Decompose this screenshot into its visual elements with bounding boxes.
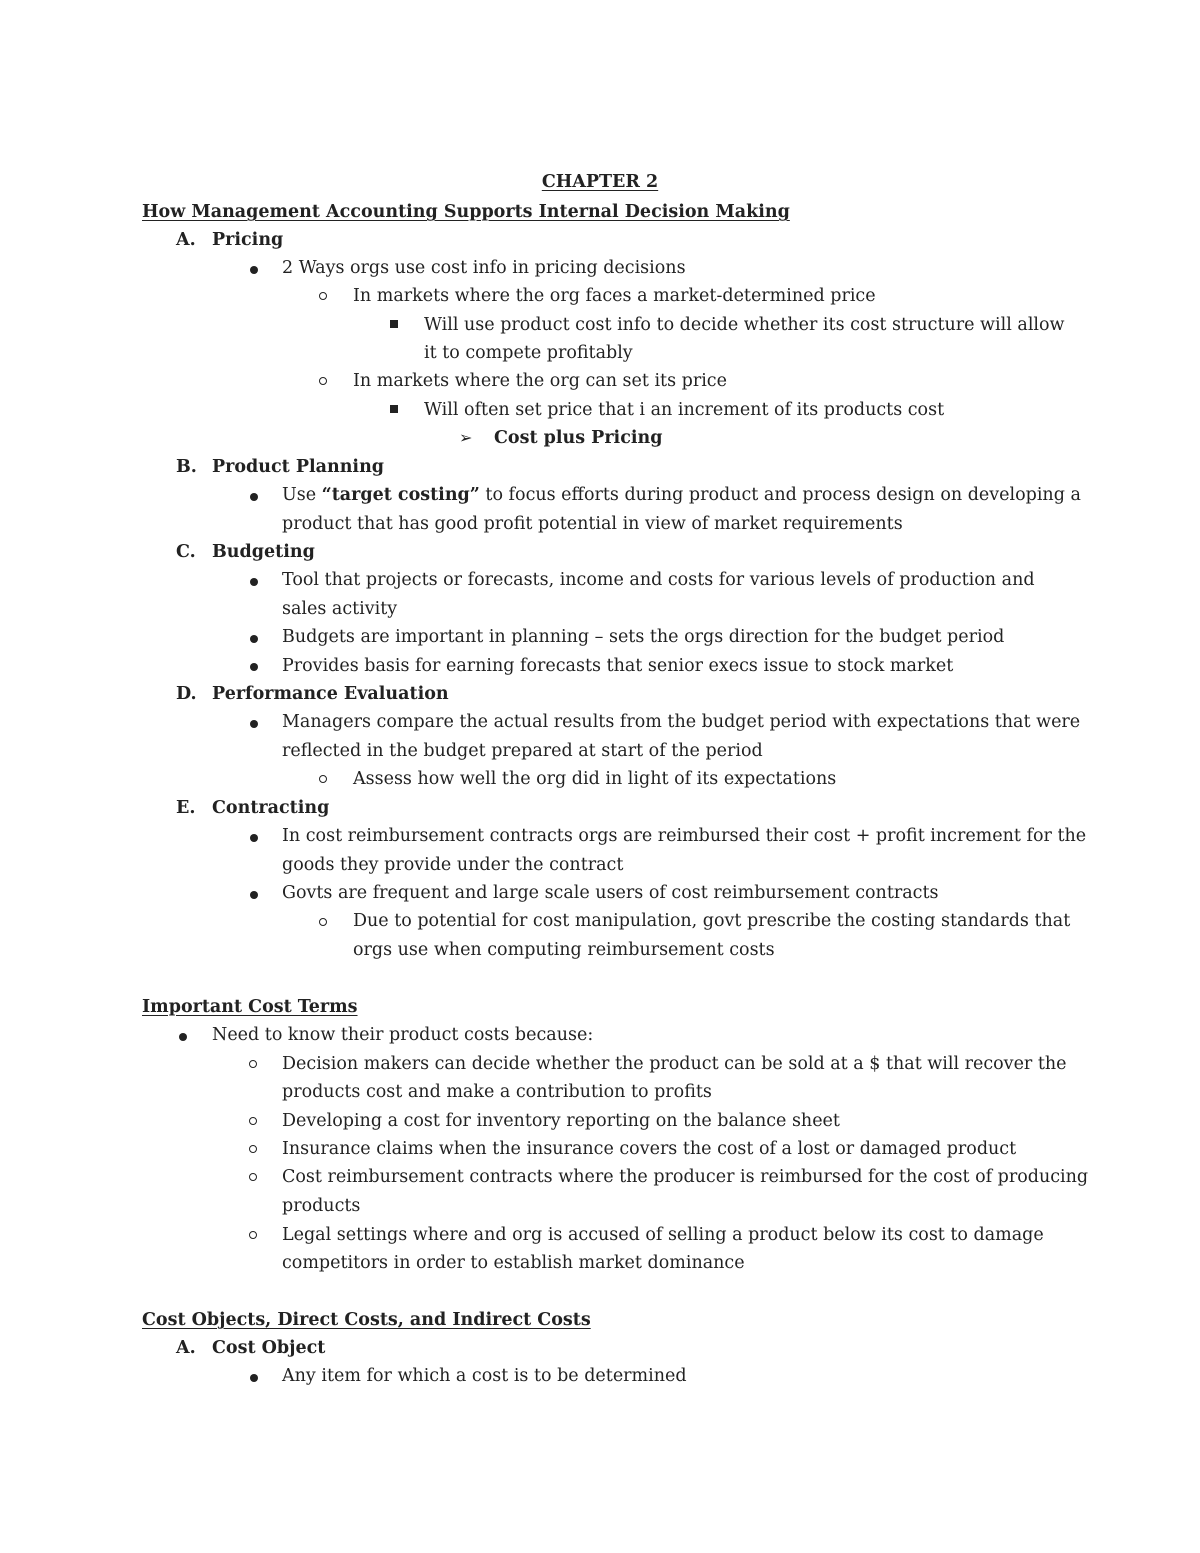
list-item: In cost reimbursement contracts orgs are reimbursed their cost + profit increment for the <box>282 826 1087 846</box>
bullet-circle-icon <box>249 1231 257 1239</box>
heading-product-planning: Product Planning <box>212 457 385 477</box>
chapter-title: CHAPTER 2 <box>541 172 659 192</box>
list-item-continuation: reflected in the budget prepared at start of the period <box>282 741 763 761</box>
list-item: In markets where the org can set its price <box>353 371 727 391</box>
text-run: Use <box>282 485 322 505</box>
bullet-disc-icon <box>250 663 258 671</box>
list-item-continuation: orgs use when computing reimbursement costs <box>353 940 775 960</box>
bullet-square-icon <box>390 405 398 413</box>
list-item: Will often set price that i an increment of its products cost <box>424 400 945 420</box>
list-item-continuation: sales activity <box>282 599 398 619</box>
section-title-management-accounting: How Management Accounting Supports Internal Decision Making <box>142 202 790 222</box>
list-item: Insurance claims when the insurance covers the cost of a lost or damaged product <box>282 1139 1017 1159</box>
bullet-disc-icon <box>250 493 258 501</box>
bullet-disc-icon <box>250 1374 258 1382</box>
list-item: Decision makers can decide whether the product can be sold at a $ that will recover the <box>282 1054 1067 1074</box>
list-label-b: B. <box>176 457 197 477</box>
bold-term-target-costing: “target costing” <box>321 485 480 505</box>
list-item: Any item for which a cost is to be determined <box>282 1366 687 1386</box>
list-item: Govts are frequent and large scale users of cost reimbursement contracts <box>282 883 939 903</box>
list-item: Developing a cost for inventory reporting on the balance sheet <box>282 1111 840 1131</box>
heading-performance-evaluation: Performance Evaluation <box>212 684 449 704</box>
list-item-continuation: it to compete profitably <box>424 343 633 363</box>
list-item-continuation: product that has good profit potential in view of market requirements <box>282 514 903 534</box>
bullet-disc-icon <box>250 266 258 274</box>
bullet-circle-icon <box>319 377 327 385</box>
list-item: Managers compare the actual results from the budget period with expectations that were <box>282 712 1081 732</box>
list-item <box>282 481 1081 510</box>
bullet-disc-icon <box>250 635 258 643</box>
arrowhead-bullet-icon: ➢ <box>459 428 473 447</box>
list-item: Will use product cost info to decide whether its cost structure will allow <box>424 315 1065 335</box>
bullet-disc-icon <box>250 578 258 586</box>
heading-cost-object: Cost Object <box>212 1338 326 1358</box>
list-item-continuation: products <box>282 1196 361 1216</box>
bullet-circle-icon <box>319 918 327 926</box>
list-item: Budgets are important in planning – sets the orgs direction for the budget period <box>282 627 1005 647</box>
bullet-square-icon <box>390 320 398 328</box>
list-label-c: C. <box>176 542 196 562</box>
list-item: Cost reimbursement contracts where the producer is reimbursed for the cost of producing <box>282 1167 1089 1187</box>
heading-pricing: Pricing <box>212 230 284 250</box>
list-item: Assess how well the org did in light of its expectations <box>353 769 837 789</box>
list-label-a: A. <box>176 1338 196 1358</box>
bullet-circle-icon <box>249 1173 257 1181</box>
heading-budgeting: Budgeting <box>212 542 315 562</box>
list-label-e: E. <box>176 798 196 818</box>
bullet-circle-icon <box>249 1060 257 1068</box>
list-item: Due to potential for cost manipulation, govt prescribe the costing standards that <box>353 911 1071 931</box>
bullet-circle-icon <box>249 1117 257 1125</box>
bullet-disc-icon <box>250 834 258 842</box>
section-title-cost-objects: Cost Objects, Direct Costs, and Indirect Costs <box>142 1310 591 1330</box>
bullet-circle-icon <box>319 292 327 300</box>
list-item-continuation: goods they provide under the contract <box>282 855 624 875</box>
list-item-continuation: competitors in order to establish market dominance <box>282 1253 745 1273</box>
list-item: Legal settings where and org is accused of selling a product below its cost to damage <box>282 1225 1044 1245</box>
list-label-d: D. <box>176 684 197 704</box>
list-item-cost-plus-pricing: Cost plus Pricing <box>494 428 663 448</box>
section-title-important-cost-terms: Important Cost Terms <box>142 997 358 1017</box>
list-item-continuation: products cost and make a contribution to profits <box>282 1082 712 1102</box>
bullet-disc-icon <box>250 891 258 899</box>
list-item: 2 Ways orgs use cost info in pricing decisions <box>282 258 686 278</box>
list-label-a: A. <box>176 230 196 250</box>
list-item: In markets where the org faces a market-determined price <box>353 286 876 306</box>
bullet-circle-icon <box>249 1145 257 1153</box>
list-item: Tool that projects or forecasts, income and costs for various levels of production and <box>282 570 1035 590</box>
bullet-disc-icon <box>179 1033 187 1041</box>
heading-contracting: Contracting <box>212 798 330 818</box>
list-item: Need to know their product costs because: <box>212 1025 594 1045</box>
text-run: to focus efforts during product and process design on developing a <box>479 485 1081 505</box>
list-item: Provides basis for earning forecasts that senior execs issue to stock market <box>282 656 954 676</box>
bullet-disc-icon <box>250 720 258 728</box>
bullet-circle-icon <box>319 775 327 783</box>
